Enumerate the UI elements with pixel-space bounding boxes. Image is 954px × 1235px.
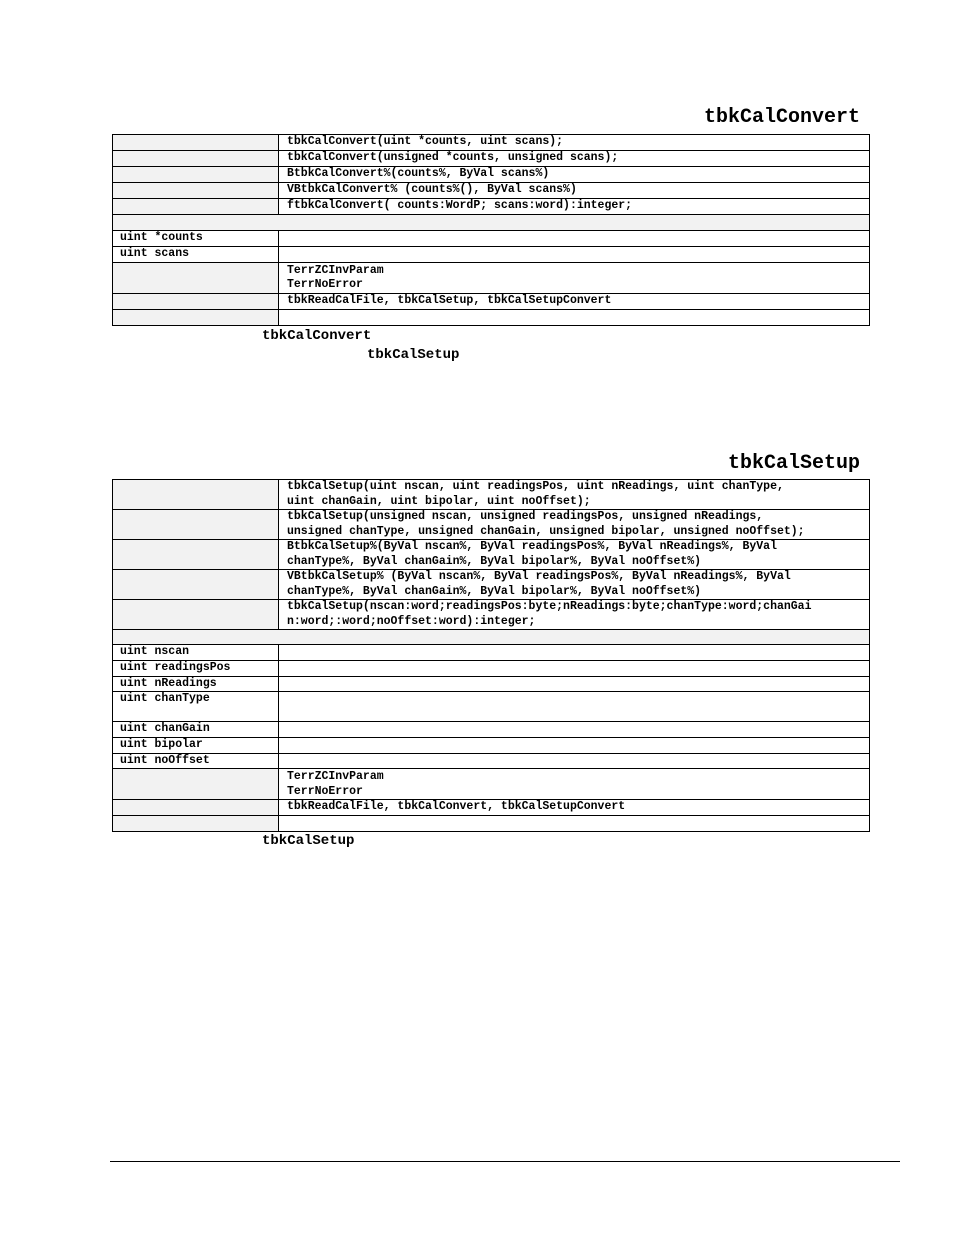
table-row [113,570,870,600]
param-desc [279,676,870,692]
param-name: uint nReadings [113,676,279,692]
vb-prototype: VBtbkCalConvert% (counts%(), ByVal scans%) [279,183,870,199]
qbasic-prototype: BtbkCalSetup%(ByVal nscan%, ByVal readingsPos%, ByVal nReadings%, ByVal chanType%, ByVal chanGain%, ByVal bipolar%, ByVal noOffset%) [279,540,870,570]
parameters-header [113,630,870,645]
returns-value: TerrZCInvParam TerrNoError [279,262,870,293]
table-row [113,510,870,540]
row-label [113,570,279,600]
param-name: uint chanType [113,692,279,722]
note-function-name: tbkCalConvert [262,328,372,344]
pascal-prototype: tbkCalSetup(nscan:word;readingsPos:byte;nReadings:byte;chanType:word;chanGai n:word;:word;noOffset:word):integer; [279,600,870,630]
program-ref-value [279,816,870,832]
row-label [113,135,279,151]
see-also-value: tbkReadCalFile, tbkCalSetup, tbkCalSetupConvert [279,293,870,309]
param-name: uint chanGain [113,722,279,738]
row-label [113,151,279,167]
table-row [113,293,870,309]
table-row [113,753,870,769]
tbkcalsetup-spec-table [112,479,870,832]
table-row [113,645,870,661]
table-row [113,676,870,692]
row-label [113,309,279,325]
row-label [113,816,279,832]
c-prototype: tbkCalSetup(uint nscan, uint readingsPos, uint nReadings, uint chanType, uint chanGain, uint bipolar, uint noOffset); [279,480,870,510]
table-row [113,692,870,722]
section-title-tbkcalsetup: tbkCalSetup [727,452,860,475]
table-row [113,540,870,570]
table-row [113,199,870,215]
table-row [113,816,870,832]
row-label [113,510,279,540]
row-label [113,600,279,630]
vb-prototype: VBtbkCalSetup% (ByVal nscan%, ByVal readingsPos%, ByVal nReadings%, ByVal chanType%, ByVal chanGain%, ByVal bipolar%, ByVal noOffset%) [279,570,870,600]
table-row [113,247,870,263]
table-row [113,135,870,151]
row-label [113,800,279,816]
table-row [113,231,870,247]
row-label [113,769,279,800]
param-desc [279,722,870,738]
table-row [113,183,870,199]
row-label [113,540,279,570]
tbkcalconvert-spec-table [112,134,870,326]
row-label [113,183,279,199]
c-prototype: tbkCalConvert(uint *counts, uint scans); [279,135,870,151]
param-desc [279,692,870,722]
row-label [113,167,279,183]
row-label [113,293,279,309]
note-function-name: tbkCalSetup [262,833,355,849]
param-desc [279,231,870,247]
param-desc [279,753,870,769]
table-row [113,800,870,816]
parameters-header-row [113,215,870,231]
cpp-prototype: tbkCalSetup(unsigned nscan, unsigned readingsPos, unsigned nReadings, unsigned chanType, unsigned chanGain, unsigned bipolar, unsigned noOffset); [279,510,870,540]
param-name: uint readingsPos [113,661,279,677]
section-title-tbkcalconvert: tbkCalConvert [703,106,860,129]
param-desc [279,661,870,677]
param-name: uint noOffset [113,753,279,769]
param-desc [279,645,870,661]
param-name: uint scans [113,247,279,263]
pascal-prototype: ftbkCalConvert( counts:WordP; scans:word):integer; [279,199,870,215]
table-row [113,167,870,183]
param-name: uint nscan [113,645,279,661]
param-name: uint *counts [113,231,279,247]
table-row [113,151,870,167]
table-row [113,480,870,510]
row-label [113,480,279,510]
qbasic-prototype: BtbkCalConvert%(counts%, ByVal scans%) [279,167,870,183]
cpp-prototype: tbkCalConvert(unsigned *counts, unsigned scans); [279,151,870,167]
table-row [113,722,870,738]
parameters-header-row [113,630,870,645]
table-row [113,600,870,630]
row-label [113,199,279,215]
param-name: uint bipolar [113,737,279,753]
note-related-function: tbkCalSetup [367,347,460,363]
table-row [113,262,870,293]
footer-rule [110,1161,900,1162]
table-row [113,769,870,800]
returns-value: TerrZCInvParam TerrNoError [279,769,870,800]
table-row [113,309,870,325]
parameters-header [113,215,870,231]
program-ref-value [279,309,870,325]
see-also-value: tbkReadCalFile, tbkCalConvert, tbkCalSetupConvert [279,800,870,816]
param-desc [279,247,870,263]
table-row [113,661,870,677]
row-label [113,262,279,293]
table-row [113,737,870,753]
param-desc [279,737,870,753]
